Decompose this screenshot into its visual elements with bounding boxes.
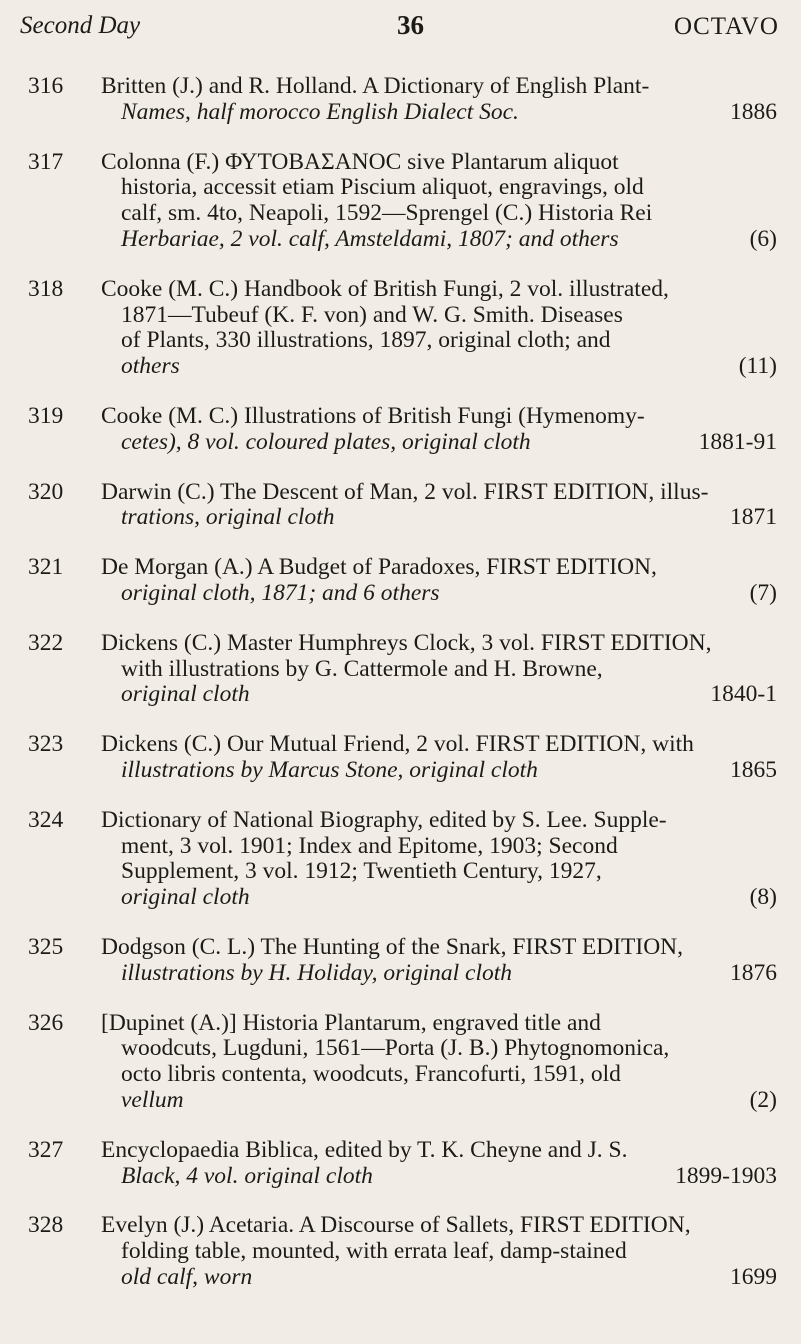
lot-date-or-count: (8) xyxy=(749,884,777,911)
lot-final-line xyxy=(101,581,779,607)
lot-number: 317 xyxy=(28,148,64,175)
lot-description-end: original cloth xyxy=(121,681,250,708)
lot-date-or-count: (6) xyxy=(749,225,777,252)
lot-number: 318 xyxy=(28,275,64,302)
lot-entry xyxy=(20,732,779,784)
lot-description-end: Names, half morocco English Dialect Soc. xyxy=(121,98,519,125)
lot-date-or-count: (2) xyxy=(749,1086,777,1113)
lot-description-line: Dodgson (C. L.) The Hunting of the Snark, FIRST EDITION, xyxy=(101,934,684,960)
lot-final-line xyxy=(101,505,779,531)
lot-description-end: original cloth xyxy=(121,884,250,911)
lot-description-line: with illustrations by G. Cattermole and H. Browne, xyxy=(121,656,603,682)
lot-description-line: Dictionary of National Biography, edited by S. Lee. Supple- xyxy=(101,807,667,833)
lot-date-or-count: 1871 xyxy=(730,504,777,531)
header-format: OCTAVO xyxy=(674,13,779,40)
lot-final-line xyxy=(101,682,779,708)
lot-description-end: old calf, worn xyxy=(121,1263,253,1290)
lot-description-line: Dickens (C.) Master Humphreys Clock, 3 vol. FIRST EDITION, xyxy=(101,630,712,656)
lot-entry xyxy=(20,555,779,607)
lot-date-or-count: 1876 xyxy=(730,959,777,986)
lot-list xyxy=(20,74,779,1291)
lot-description-line: calf, sm. 4to, Neapoli, 1592—Sprengel (C.) Historia Rei xyxy=(121,201,653,227)
lot-number: 325 xyxy=(28,933,64,960)
lot-description-end: illustrations by H. Holiday, original cloth xyxy=(121,959,513,986)
lot-description-line: De Morgan (A.) A Budget of Paradoxes, FIRST EDITION, xyxy=(101,555,657,581)
lot-description-end: trations, original cloth xyxy=(121,504,335,531)
lot-final-line xyxy=(101,354,779,380)
lot-entry xyxy=(20,631,779,708)
lot-description-line: of Plants, 330 illustrations, 1897, original cloth; and xyxy=(121,328,611,354)
header-day: Second Day xyxy=(20,12,141,39)
lot-description-end: cetes), 8 vol. coloured plates, original cloth xyxy=(121,428,531,455)
lot-description-end: original cloth, 1871; and 6 others xyxy=(121,579,440,606)
lot-description-line: Darwin (C.) The Descent of Man, 2 vol. FIRST EDITION, illus- xyxy=(101,479,709,505)
lot-date-or-count: 1899-1903 xyxy=(675,1162,777,1189)
lot-description-line: Cooke (M. C.) Illustrations of British Fungi (Hymenomy- xyxy=(101,403,645,429)
lot-description-end: Herbariae, 2 vol. calf, Amsteldami, 1807; and others xyxy=(121,225,619,252)
lot-date-or-count: (7) xyxy=(749,579,777,606)
lot-date-or-count: 1699 xyxy=(730,1263,777,1290)
lot-entry xyxy=(20,808,779,911)
lot-entry xyxy=(20,74,779,126)
lot-entry xyxy=(20,150,779,253)
lot-description-end: vellum xyxy=(121,1086,184,1113)
lot-description-line: woodcuts, Lugduni, 1561—Porta (J. B.) Phytognomonica, xyxy=(121,1036,670,1062)
lot-entry xyxy=(20,935,779,987)
lot-description-line: folding table, mounted, with errata leaf, damp-stained xyxy=(121,1239,627,1265)
lot-number: 324 xyxy=(28,806,64,833)
lot-description-end: Black, 4 vol. original cloth xyxy=(121,1162,373,1189)
lot-number: 326 xyxy=(28,1009,64,1036)
lot-description-line: Cooke (M. C.) Handbook of British Fungi, 2 vol. illustrated, xyxy=(101,276,669,302)
lot-date-or-count: 1865 xyxy=(730,756,777,783)
lot-description-line: Encyclopaedia Biblica, edited by T. K. Cheyne and J. S. xyxy=(101,1137,628,1163)
running-header xyxy=(20,8,779,46)
lot-description-line: octo libris contenta, woodcuts, Francofurti, 1591, old xyxy=(121,1062,621,1088)
lot-description-line: Dickens (C.) Our Mutual Friend, 2 vol. FIRST EDITION, with xyxy=(101,732,694,758)
lot-entry xyxy=(20,277,779,380)
lot-entry xyxy=(20,1011,779,1114)
lot-description-line: Britten (J.) and R. Holland. A Dictionary of English Plant- xyxy=(101,74,650,99)
lot-description-line: Supplement, 3 vol. 1912; Twentieth Century, 1927, xyxy=(121,859,602,885)
lot-description-line: Colonna (F.) ΦΥΤΟΒΑΣΑΝΟC sive Plantarum aliquot xyxy=(101,149,619,175)
lot-final-line xyxy=(101,758,779,784)
lot-final-line xyxy=(101,1088,779,1114)
lot-final-line xyxy=(101,100,779,126)
lot-description-line: 1871—Tubeuf (K. F. von) and W. G. Smith. Diseases xyxy=(121,302,623,328)
lot-number: 322 xyxy=(28,629,64,656)
lot-final-line xyxy=(101,885,779,911)
lot-description-line: Evelyn (J.) Acetaria. A Discourse of Sallets, FIRST EDITION, xyxy=(101,1213,691,1239)
lot-description-line: ment, 3 vol. 1901; Index and Epitome, 1903; Second xyxy=(121,833,618,859)
lot-description-line: [Dupinet (A.)] Historia Plantarum, engraved title and xyxy=(101,1010,601,1036)
lot-number: 316 xyxy=(28,73,64,99)
lot-final-line xyxy=(101,430,779,456)
lot-final-line xyxy=(101,961,779,987)
lot-entry xyxy=(20,480,779,532)
lot-entry xyxy=(20,404,779,456)
page-number: 36 xyxy=(397,10,424,40)
lot-number: 319 xyxy=(28,402,64,429)
lot-entry xyxy=(20,1138,779,1190)
lot-description-end: others xyxy=(121,353,180,380)
lot-final-line xyxy=(101,227,779,253)
lot-number: 328 xyxy=(28,1212,64,1239)
lot-final-line xyxy=(101,1265,779,1291)
lot-entry xyxy=(20,1213,779,1290)
lot-description-line: historia, accessit etiam Piscium aliquot, engravings, old xyxy=(121,175,644,201)
lot-final-line xyxy=(101,1164,779,1190)
lot-number: 320 xyxy=(28,478,64,505)
lot-number: 323 xyxy=(28,731,64,758)
lot-date-or-count: 1881-91 xyxy=(698,428,777,455)
lot-date-or-count: (11) xyxy=(738,353,777,380)
lot-description-end: illustrations by Marcus Stone, original cloth xyxy=(121,756,538,783)
lot-number: 321 xyxy=(28,554,64,581)
lot-date-or-count: 1886 xyxy=(730,98,777,125)
lot-date-or-count: 1840-1 xyxy=(710,681,777,708)
lot-number: 327 xyxy=(28,1136,64,1163)
